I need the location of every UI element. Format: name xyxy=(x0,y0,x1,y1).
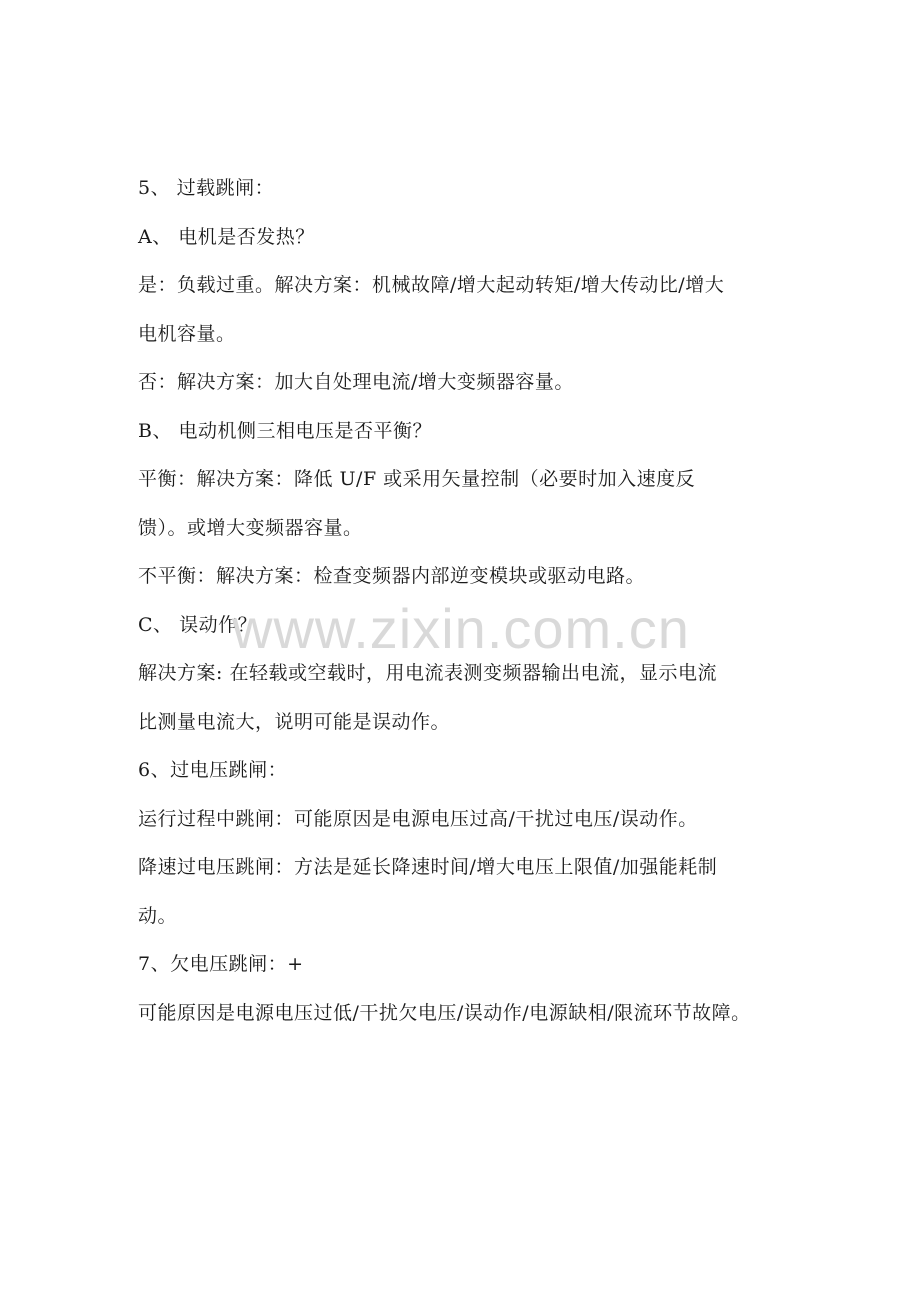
section-heading-undervoltage-trip: 7、欠电压跳闸：+ xyxy=(138,953,304,975)
paragraph-line: 平衡：解决方案：降低 U/F 或采用矢量控制（必要时加入速度反 xyxy=(138,468,696,490)
paragraph-line: 可能原因是电源电压过低/干扰欠电压/误动作/电源缺相/限流环节故障。 xyxy=(138,1001,751,1024)
paragraph-line: 电机容量。 xyxy=(138,322,236,345)
question-voltage-balance: B、 电动机侧三相电压是否平衡？ xyxy=(138,419,433,442)
section-heading-overvoltage-trip: 6、过电压跳闸： xyxy=(138,759,288,781)
paragraph-line: 是：负载过重。解决方案：机械故障/增大起动转矩/增大传动比/增大 xyxy=(138,274,725,296)
watermark-text: www.zixin.com.cn xyxy=(232,597,690,660)
paragraph-line: 动。 xyxy=(138,904,178,927)
question-misoperation: C、 误动作？ xyxy=(138,613,258,636)
paragraph-line: 降速过电压跳闸：方法是延长降速时间/增大电压上限值/加强能耗制 xyxy=(138,856,718,878)
paragraph-line: 解决方案: 在轻载或空载时，用电流表测变频器输出电流，显示电流 xyxy=(138,662,717,684)
paragraph-line: 运行过程中跳闸：可能原因是电源电压过高/干扰过电压/误动作。 xyxy=(138,807,698,830)
question-motor-heating: A、 电机是否发热？ xyxy=(138,225,315,248)
document-body xyxy=(138,164,818,1037)
paragraph-line: 馈）。或增大变频器容量。 xyxy=(138,516,363,539)
paragraph-line: 否：解决方案：加大自处理电流/增大变频器容量。 xyxy=(138,371,574,393)
paragraph-line: 比测量电流大，说明可能是误动作。 xyxy=(138,710,451,733)
section-heading-overload-trip: 5、 过载跳闸： xyxy=(138,177,275,199)
paragraph-line: 不平衡：解决方案：检查变频器内部逆变模块或驱动电路。 xyxy=(138,565,646,587)
